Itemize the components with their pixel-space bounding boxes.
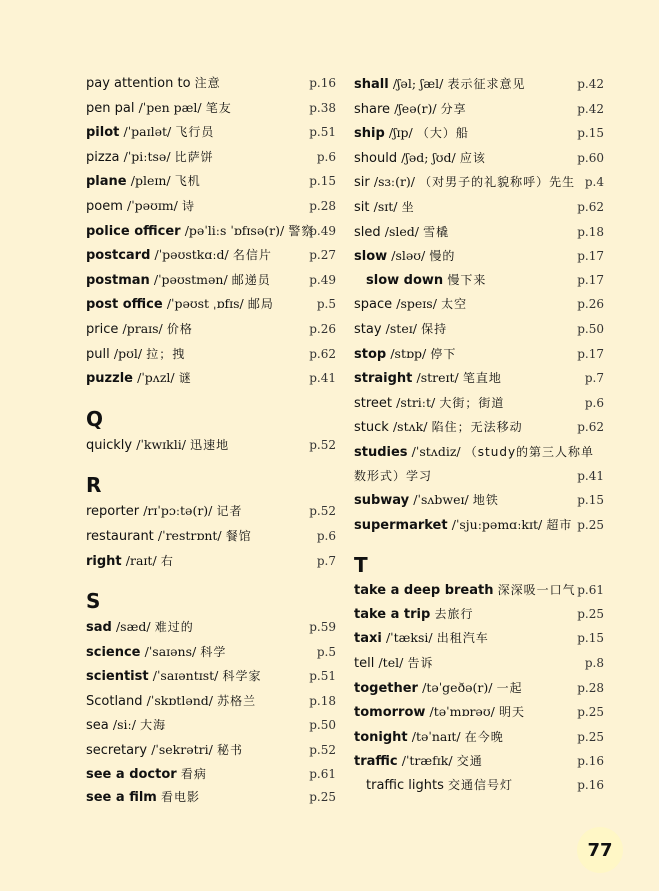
entry-word: secretary	[86, 743, 148, 759]
entry-page-ref: p.26	[577, 297, 604, 312]
entry-translation: 交通	[456, 754, 483, 769]
entry-word: restaurant	[86, 528, 154, 544]
entry-page-ref: p.25	[577, 705, 604, 720]
entry-translation: 去旅行	[434, 606, 474, 621]
entry-word: slow	[354, 249, 388, 265]
entry-translation: 地铁	[472, 493, 499, 508]
glossary-entry	[354, 651, 604, 676]
entry-page-ref: p.25	[577, 606, 604, 621]
entry-word: traffic lights	[366, 778, 444, 794]
glossary-entry	[86, 120, 336, 145]
entry-phonetic: /pʊl/	[113, 345, 143, 361]
entry-translation: 大街；街道	[439, 395, 505, 410]
entry-translation: 出租汽车	[436, 631, 489, 646]
entry-page-ref: p.59	[309, 620, 336, 635]
glossary-entry	[354, 146, 604, 171]
entry-phonetic: /speɪs/	[396, 296, 437, 312]
entry-translation: 谜	[178, 371, 192, 386]
letter-heading-q: Q	[86, 406, 104, 431]
entry-phonetic: /streɪt/	[416, 370, 459, 386]
entry-page-ref: p.5	[316, 297, 336, 312]
entry-translation: 应该	[459, 150, 486, 165]
entry-word: sit	[354, 199, 370, 215]
entry-page-ref: p.52	[309, 743, 336, 758]
glossary-entry	[354, 195, 604, 220]
entry-phonetic: /sɜː(r)/	[373, 174, 416, 190]
entry-phonetic: /steɪ/	[385, 320, 417, 336]
entry-page-ref: p.18	[309, 693, 336, 708]
left-column	[86, 72, 336, 810]
entry-phonetic: /ʃeə(r)/	[394, 100, 437, 116]
glossary-entry	[86, 786, 336, 810]
entry-page-ref: p.42	[577, 101, 604, 116]
glossary-entry	[86, 524, 336, 549]
entry-phonetic: /siː/	[112, 717, 136, 733]
entry-page-ref: p.6	[584, 395, 604, 410]
entry-phonetic: /sɪt/	[373, 198, 398, 214]
entry-translation: 邮递员	[231, 272, 271, 287]
glossary-entry	[354, 72, 604, 97]
entry-page-ref: p.16	[577, 754, 604, 769]
entry-page-ref: p.8	[584, 656, 604, 671]
glossary-entry	[86, 499, 336, 524]
entry-phonetic: /ˈskɒtlənd/	[146, 692, 213, 708]
entry-page-ref: p.7	[316, 553, 336, 568]
entry-phonetic: /ˈpəʊɪm/	[127, 197, 178, 213]
entry-phonetic: /ˈsaɪəntɪst/	[152, 668, 219, 684]
entry-phonetic: /ˈtæksi/	[385, 630, 433, 646]
entry-translation: 科学家	[222, 669, 262, 684]
entry-word: see a doctor	[86, 766, 177, 782]
glossary-entry	[354, 97, 604, 122]
entry-word: puzzle	[86, 371, 133, 387]
entry-translation: 笔友	[205, 100, 232, 115]
glossary-entry	[86, 763, 336, 787]
glossary-entry	[86, 145, 336, 170]
entry-phonetic: /ˈpen pæl/	[138, 99, 202, 115]
entry-phonetic: /ʃɪp/	[388, 125, 413, 141]
entry-phonetic: /ˈsaɪəns/	[144, 643, 197, 659]
entry-word: shall	[354, 77, 389, 92]
entry-word: pen pal	[86, 100, 135, 116]
entry-translation: 明天	[498, 705, 525, 720]
entry-word: studies	[354, 444, 408, 460]
glossary-entry	[86, 713, 336, 738]
entry-translation: 价格	[166, 321, 193, 336]
glossary-entry	[86, 219, 336, 244]
entry-phonetic: /ˈpʌzl/	[137, 370, 175, 386]
entry-page-ref: p.15	[577, 126, 604, 141]
entry-page-ref: p.49	[309, 272, 336, 287]
entry-page-ref: p.5	[316, 644, 336, 659]
glossary-entry	[86, 366, 336, 391]
entry-translation: 右	[160, 553, 174, 568]
entry-translation: 太空	[441, 297, 468, 312]
entry-word: plane	[86, 174, 127, 190]
entry-translation: 告诉	[407, 656, 434, 671]
glossary-entry	[354, 220, 604, 245]
entry-translation: 大海	[140, 718, 167, 733]
entry-phonetic: /pleɪn/	[130, 173, 171, 189]
entry-word: straight	[354, 371, 413, 387]
entry-phonetic: /ˈpiːtsə/	[123, 148, 171, 164]
entry-translation: 名信片	[232, 248, 272, 263]
glossary-entry	[354, 121, 604, 146]
entry-page-ref: p.15	[577, 493, 604, 508]
entry-page-ref: p.25	[577, 729, 604, 744]
p-entries	[86, 72, 336, 391]
entry-translation: 注意	[194, 76, 221, 90]
entry-page-ref: p.50	[577, 321, 604, 336]
entry-translation: （对男子的礼貌称呼）先生	[419, 175, 576, 190]
entry-phonetic: /raɪt/	[125, 552, 157, 568]
r-entries	[86, 499, 336, 573]
entry-word: postcard	[86, 248, 151, 264]
entry-translation: 坐	[401, 199, 415, 214]
glossary-entry	[86, 169, 336, 194]
entry-translation: 雪橇	[423, 224, 450, 239]
entry-translation: 秘书	[216, 743, 243, 758]
entry-word: sad	[86, 620, 112, 636]
entry-phonetic: /stɒp/	[390, 345, 427, 361]
entry-phonetic: /ˈpəʊstkɑːd/	[154, 247, 229, 263]
entry-page-ref: p.52	[309, 437, 336, 452]
entry-translation: 分享	[440, 101, 467, 116]
s-entries-continued	[354, 72, 604, 537]
entry-word: pull	[86, 346, 110, 362]
entry-page-ref: p.27	[309, 248, 336, 263]
glossary-entry	[354, 626, 604, 651]
entry-word: space	[354, 297, 393, 313]
glossary-entry	[354, 725, 604, 750]
entry-word: postman	[86, 272, 150, 288]
entry-word: take a trip	[354, 606, 431, 622]
t-entries	[354, 579, 604, 797]
entry-translation: 拉；拽	[146, 346, 186, 361]
entry-word: police officer	[86, 223, 181, 239]
glossary-entry	[86, 615, 336, 640]
entry-translation: 科学	[200, 644, 227, 659]
entry-word: sea	[86, 718, 109, 734]
entry-word: tell	[354, 656, 375, 672]
glossary-entry	[354, 342, 604, 367]
entry-word: take a deep breath	[354, 583, 494, 599]
entry-page-ref: p.25	[577, 517, 604, 532]
entry-page-ref: p.18	[577, 224, 604, 239]
entry-page-ref: p.15	[309, 174, 336, 189]
entry-page-ref: p.28	[577, 680, 604, 695]
entry-phonetic: /ˈpaɪlət/	[123, 124, 172, 140]
entry-word: traffic	[354, 754, 398, 770]
entry-word: pizza	[86, 149, 120, 165]
entry-page-ref: p.6	[316, 528, 336, 543]
glossary-entry	[354, 170, 604, 195]
glossary-entry	[86, 549, 336, 574]
entry-page-ref: p.7	[584, 371, 604, 386]
entry-word: quickly	[86, 437, 133, 453]
entry-translation: 深深吸一口气	[497, 583, 576, 598]
entry-translation: 记者	[216, 504, 243, 519]
entry-phonetic: /ˈkwɪkli/	[136, 436, 186, 452]
entry-phonetic: /təˈmɒrəʊ/	[429, 704, 495, 720]
right-column	[354, 72, 604, 798]
entry-page-ref: p.49	[309, 223, 336, 238]
glossary-entry	[354, 513, 604, 538]
entry-word: stuck	[354, 420, 389, 436]
entry-phonetic: /ʃəl; ʃæl/	[392, 76, 444, 91]
entry-phonetic: /praɪs/	[122, 320, 163, 336]
glossary-entry	[354, 415, 604, 440]
entry-translation: 停下	[430, 346, 457, 361]
glossary-entry	[86, 96, 336, 121]
entry-word: scientist	[86, 669, 149, 685]
entry-translation: 表示征求意见	[447, 77, 526, 91]
entry-word: supermarket	[354, 517, 448, 533]
glossary-entry	[354, 391, 604, 416]
entry-word: science	[86, 644, 141, 660]
entry-translation: （study的第三人称单数形式）学习	[354, 444, 595, 483]
entry-page-ref: p.60	[577, 150, 604, 165]
glossary-entry	[354, 700, 604, 725]
entry-word: tonight	[354, 729, 408, 745]
entry-translation: 看电影	[160, 790, 200, 805]
entry-page-ref: p.41	[577, 468, 604, 483]
entry-translation: 慢的	[429, 249, 456, 264]
entry-page-ref: p.17	[577, 249, 604, 264]
glossary-entry	[354, 749, 604, 774]
entry-translation: 在今晚	[464, 729, 504, 744]
entry-phonetic: /sled/	[384, 223, 420, 239]
entry-translation: 比萨饼	[174, 149, 214, 164]
entry-word: street	[354, 395, 393, 411]
entry-translation: 诗	[182, 198, 196, 213]
glossary-entry	[354, 774, 604, 798]
entry-word: should	[354, 150, 398, 166]
glossary-entry	[86, 664, 336, 689]
entry-word: together	[354, 680, 418, 696]
entry-word: ship	[354, 126, 385, 142]
entry-word: post office	[86, 297, 163, 313]
entry-page-ref: p.6	[316, 149, 336, 164]
entry-page-ref: p.62	[577, 420, 604, 435]
entry-word: sir	[354, 175, 370, 191]
entry-word: taxi	[354, 631, 382, 647]
entry-page-ref: p.42	[577, 77, 604, 91]
entry-phonetic: /tel/	[378, 655, 404, 671]
entry-phonetic: /ˈsʌbweɪ/	[413, 492, 469, 508]
q-entries	[86, 433, 336, 458]
entry-word: reporter	[86, 504, 140, 520]
entry-translation: 慢下来	[447, 272, 487, 287]
entry-translation: （大）船	[416, 126, 469, 141]
entry-word: see a film	[86, 790, 157, 806]
glossary-entry	[354, 488, 604, 513]
glossary-entry	[86, 640, 336, 665]
entry-phonetic: /rɪˈpɔːtə(r)/	[143, 503, 213, 519]
glossary-entry	[86, 738, 336, 763]
entry-word: tomorrow	[354, 705, 426, 721]
s-entries	[86, 615, 336, 810]
glossary-entry	[354, 676, 604, 701]
entry-translation: 陷住；无法移动	[431, 420, 523, 435]
entry-word: stay	[354, 321, 382, 337]
entry-phonetic: /ʃəd; ʃʊd/	[401, 149, 456, 165]
entry-translation: 飞行员	[175, 125, 215, 140]
entry-phonetic: /təˈgeðə(r)/	[422, 679, 493, 695]
entry-translation: 迅速地	[190, 437, 230, 452]
entry-page-ref: p.61	[577, 583, 604, 598]
entry-phonetic: /pəˈliːs ˈɒfɪsə(r)/	[184, 222, 285, 238]
entry-phonetic: /ˈsekrətri/	[151, 742, 213, 758]
glossary-entry	[354, 579, 604, 603]
entry-page-ref: p.38	[309, 100, 336, 115]
entry-word: price	[86, 321, 119, 337]
entry-phonetic: /ˈpəʊstmən/	[153, 271, 228, 287]
glossary-entry	[354, 440, 604, 488]
glossary-entry	[354, 292, 604, 317]
entry-page-ref: p.4	[584, 175, 604, 190]
entry-translation: 餐馆	[225, 528, 252, 543]
entry-page-ref: p.62	[577, 199, 604, 214]
glossary-entry	[86, 689, 336, 714]
entry-word: right	[86, 553, 122, 569]
glossary-entry	[354, 269, 604, 293]
glossary-entry	[86, 342, 336, 367]
entry-page-ref: p.16	[309, 76, 336, 90]
entry-translation: 一起	[496, 680, 523, 695]
entry-page-ref: p.62	[309, 346, 336, 361]
letter-heading-r: R	[86, 473, 102, 498]
entry-word: sled	[354, 224, 381, 240]
entry-phonetic: /ˈrestrɒnt/	[157, 527, 222, 543]
entry-page-ref: p.26	[309, 321, 336, 336]
entry-word: Scotland	[86, 693, 143, 709]
entry-word: pilot	[86, 125, 120, 141]
entry-page-ref: p.52	[309, 504, 336, 519]
entry-phonetic: /ˈtræfɪk/	[401, 753, 453, 769]
entry-word: subway	[354, 493, 410, 509]
entry-translation: 超市	[546, 517, 573, 532]
entry-page-ref: p.61	[309, 766, 336, 781]
entry-word: share	[354, 101, 391, 117]
entry-translation: 飞机	[174, 174, 201, 189]
glossary-entry	[354, 603, 604, 627]
entry-page-ref: p.51	[309, 125, 336, 140]
entry-page-ref: p.15	[577, 631, 604, 646]
entry-translation: 苏格兰	[217, 693, 257, 708]
entry-phonetic: /striːt/	[396, 394, 436, 410]
entry-word: poem	[86, 198, 123, 214]
entry-phonetic: /ˈpəʊst ˌɒfɪs/	[166, 296, 244, 312]
entry-page-ref: p.16	[577, 778, 604, 793]
entry-phonetic: /ˈsjuːpəmɑːkɪt/	[451, 516, 543, 532]
entry-phonetic: /sləʊ/	[391, 248, 426, 264]
entry-word: slow down	[366, 272, 444, 288]
entry-page-ref: p.50	[309, 718, 336, 733]
entry-page-ref: p.17	[577, 346, 604, 361]
entry-phonetic: /sæd/	[115, 619, 151, 635]
entry-page-ref: p.25	[309, 790, 336, 805]
entry-page-ref: p.51	[309, 669, 336, 684]
entry-translation: 交通信号灯	[447, 778, 513, 793]
entry-word: pay attention to	[86, 76, 191, 91]
glossary-entry	[354, 244, 604, 269]
entry-page-ref: p.17	[577, 272, 604, 287]
glossary-entry	[86, 433, 336, 458]
glossary-entry	[86, 243, 336, 268]
glossary-entry	[86, 194, 336, 219]
glossary-entry	[86, 292, 336, 317]
letter-heading-s: S	[86, 589, 101, 614]
glossary-entry	[86, 72, 336, 96]
entry-page-ref: p.28	[309, 198, 336, 213]
entry-translation: 笔直地	[462, 371, 502, 386]
glossary-entry	[86, 317, 336, 342]
entry-translation: 保持	[421, 321, 448, 336]
page-number: 77	[577, 827, 623, 873]
entry-phonetic: /ˈstʌdiz/	[411, 443, 461, 459]
entry-translation: 难过的	[154, 620, 194, 635]
glossary-entry	[86, 268, 336, 293]
entry-page-ref: p.41	[309, 371, 336, 386]
entry-phonetic: /stʌk/	[392, 419, 428, 435]
glossary-entry	[354, 317, 604, 342]
entry-phonetic: /təˈnaɪt/	[411, 728, 461, 744]
entry-translation: 警察	[288, 223, 315, 238]
entry-translation: 邮局	[247, 297, 274, 312]
entry-word: stop	[354, 346, 387, 362]
glossary-entry	[354, 366, 604, 391]
entry-translation: 看病	[180, 766, 207, 781]
letter-heading-t: T	[354, 553, 368, 578]
